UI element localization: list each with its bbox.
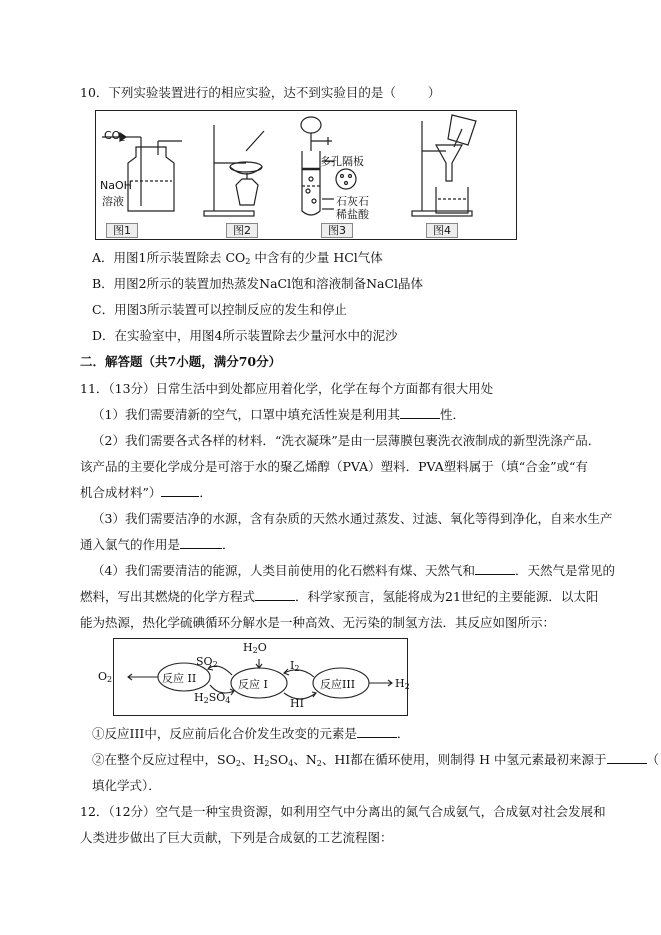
q11-part4-line1: （4）我们需要清洁的能源，人类目前使用的化石燃料有煤、天然气和 ．天然气是常见的 xyxy=(92,563,615,578)
apparatus-figure xyxy=(95,110,517,240)
h2-label: $H_2$ xyxy=(395,677,410,691)
answer-blank[interactable] xyxy=(357,726,397,738)
q11-part2-line3: 机合成材料”） ． xyxy=(80,485,212,500)
q11-sub2-line2: 填化学式）． xyxy=(92,778,161,793)
answer-blank[interactable] xyxy=(607,752,647,764)
q11-sub1: ①反应III中，反应前后化合价发生改变的元素是 ． xyxy=(92,726,410,741)
q11-part2-line1: （2）我们需要各式各样的材料．“洗衣凝珠”是由一层薄膜包裹洗衣液制成的新型洗涤产品． xyxy=(92,433,601,448)
q11-stem: 11．（13分）日常生活中到处都应用着化学，化学在每个方面都有很大用处 xyxy=(80,381,494,396)
i2-label: $I_2$ xyxy=(290,659,300,673)
cycle-diagram xyxy=(98,638,410,716)
reaction1-label: 反应 I xyxy=(238,678,268,691)
q10-stem: 10．下列实验装置进行的相应实验，达不到实验目的是（ ） xyxy=(80,85,441,100)
q11-part4-line3: 能为热源，热化学硫碘循环分解水是一种高效、无污染的制氢方法．其反应如图所示： xyxy=(80,615,556,630)
fig1-caption: 图1 xyxy=(106,223,138,238)
q11-part3-line2: 通入氯气的作用是 ． xyxy=(80,537,235,552)
answer-blank[interactable] xyxy=(255,589,295,601)
co2-label: $CO_2$ xyxy=(104,129,126,143)
reaction3-label: 反应III xyxy=(320,678,356,691)
q12-line2: 人类进步做出了巨大贡献，下列是合成氨的工艺流程图： xyxy=(80,830,393,845)
fig3-caption: 图3 xyxy=(321,223,353,238)
filtration-icon xyxy=(412,115,476,216)
solution-label: 溶液 xyxy=(102,195,124,208)
answer-blank[interactable] xyxy=(475,563,515,575)
q10-option-d[interactable]: D．在实验室中，用图4所示装置除去少量河水中的泥沙 xyxy=(92,328,398,343)
naoh-label: NaOH xyxy=(100,179,132,192)
q10-option-b[interactable]: B．用图2所示的装置加热蒸发NaCl饱和溶液制备NaCl晶体 xyxy=(92,276,424,291)
porous-plate-label: 多孔隔板 xyxy=(320,155,364,168)
q11-sub2-line1: ②在整个反应过程中，$SO_2$、$H_2SO_4$、$N_2$、HI都在循环使用，则制得 H 中氢元素最初来源于 （ xyxy=(92,752,660,768)
q10-option-a[interactable]: A．用图1所示装置除去 $CO_2$ 中含有的少量 HCl气体 xyxy=(92,250,383,266)
q10-option-c[interactable]: C．用图3所示装置可以控制反应的发生和停止 xyxy=(92,302,348,317)
q11-part4-line2: 燃料，写出其燃烧的化学方程式 ．科学家预言，氢能将成为21世纪的主要能源．以太阳 xyxy=(80,589,599,604)
evaporation-stand-icon xyxy=(204,125,264,216)
answer-blank[interactable] xyxy=(161,485,199,497)
so2-label: $SO_2$ xyxy=(196,655,218,669)
fig4-caption: 图4 xyxy=(426,223,458,238)
hi-label: HI xyxy=(290,697,304,710)
o2-label: $O_2$ xyxy=(98,670,113,684)
q11-part3-line1: （3）我们需要洁净的水源，含有杂质的天然水通过蒸发、过滤、氧化等得到净化，自来水生产 xyxy=(92,511,613,526)
h2o-label: $H_2O$ xyxy=(243,641,267,655)
q12-line1: 12．（12分）空气是一种宝贵资源，如利用空气中分离出的氮气合成氨气，合成氨对社会发展和 xyxy=(80,804,606,819)
fig2-caption: 图2 xyxy=(226,223,258,238)
reaction2-label: 反应 II xyxy=(162,672,197,685)
q11-part2-line2: 该产品的主要化学成分是可溶于水的聚乙烯醇（PVA）塑料．PVA塑料属于（填“合金”或“有 xyxy=(80,459,588,474)
answer-blank[interactable] xyxy=(180,537,222,549)
q11-part1: （1）我们需要清新的空气，口罩中填充活性炭是利用其 性． xyxy=(92,407,465,422)
answer-blank[interactable] xyxy=(400,407,440,419)
apparatus-drawing xyxy=(96,111,516,239)
dilute-hcl-label: 稀盐酸 xyxy=(336,208,369,221)
section-heading: 二．解答题（共7小题，满分70分） xyxy=(80,354,282,369)
limestone-label: 石灰石 xyxy=(336,195,369,208)
h2so4-label: $H_2SO_4$ xyxy=(194,691,231,705)
